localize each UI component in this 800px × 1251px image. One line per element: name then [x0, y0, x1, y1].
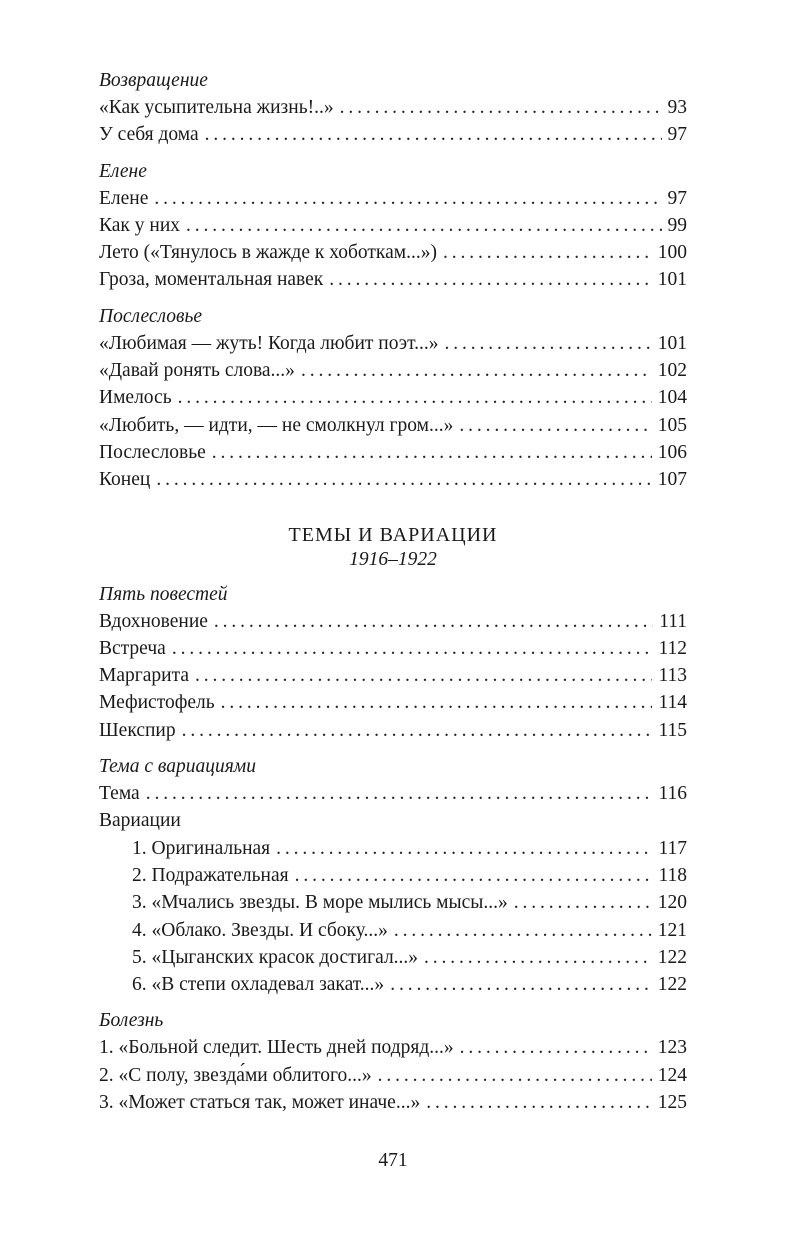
dot-leader [276, 835, 652, 862]
entry-title: Елене [99, 187, 149, 209]
entry-title: 3. «Мчались звезды. В море мылись мысы...» [132, 892, 508, 914]
entry-page: 122 [657, 946, 687, 968]
entry-page: 114 [658, 692, 687, 714]
entry-page: 124 [657, 1064, 687, 1086]
entry-title: Как у них [99, 214, 180, 236]
section-title: ТЕМЫ И ВАРИАЦИИ [288, 523, 498, 546]
entry-title: «Любимая — жуть! Когда любит поэт...» [99, 332, 439, 354]
toc-entry[interactable] [99, 439, 687, 466]
toc-entry[interactable] [99, 384, 687, 411]
toc-entry[interactable] [99, 1089, 687, 1116]
dot-leader [443, 239, 652, 266]
dot-leader [445, 330, 652, 357]
toc-entry[interactable] [99, 1062, 687, 1089]
entry-page: 97 [667, 124, 687, 146]
entry-title: «Как усыпительна жизнь!..» [99, 97, 334, 118]
toc-group [99, 1008, 687, 1116]
group-title: Пять повестей [99, 583, 228, 605]
entry-title: 3. «Может статься так, может иначе...» [99, 1092, 421, 1114]
entry-page: 100 [657, 242, 687, 264]
toc-entry[interactable] [99, 466, 687, 493]
entry-page: 106 [657, 441, 687, 463]
group-title: Тема с вариациями [99, 756, 256, 778]
dot-leader [195, 662, 652, 689]
toc-entry[interactable] [99, 635, 687, 662]
entry-page: 122 [657, 974, 687, 996]
dot-leader [154, 185, 661, 212]
entry-title: Гроза, моментальная навек [99, 269, 324, 291]
entry-title: 1. «Больной следит. Шесть дней подряд...» [99, 1037, 454, 1059]
toc-entry[interactable] [99, 689, 687, 716]
entry-page: 101 [657, 269, 687, 291]
toc-entry[interactable] [99, 835, 687, 862]
section-years: 1916–1922 [349, 548, 437, 570]
toc-entry[interactable] [99, 971, 687, 998]
entry-title: «Любить, — идти, — не смолкнул гром...» [99, 414, 454, 436]
entry-title: 1. Оригинальная [132, 837, 271, 859]
dot-leader [329, 266, 651, 293]
dot-leader [172, 635, 653, 662]
toc-entry[interactable] [99, 121, 687, 148]
entry-page: 102 [657, 360, 687, 382]
group-title: Возвращение [99, 70, 208, 91]
dot-leader [390, 971, 652, 998]
entry-page: 105 [657, 414, 687, 436]
entry-page: 93 [667, 97, 687, 118]
dot-leader [182, 717, 653, 744]
entry-title: Послесловье [99, 441, 206, 463]
toc-entry[interactable] [99, 889, 687, 916]
toc-entry[interactable] [99, 717, 687, 744]
dot-leader [295, 862, 653, 889]
entry-page: 113 [658, 665, 687, 687]
entry-page: 115 [658, 719, 687, 741]
toc-entry[interactable] [99, 330, 687, 357]
toc-entry[interactable] [99, 1034, 687, 1061]
entry-title: У себя дома [99, 124, 199, 146]
toc-entry[interactable] [99, 780, 687, 807]
entry-page: 107 [657, 469, 687, 491]
toc-entry[interactable] [99, 608, 687, 635]
dot-leader [426, 1089, 652, 1116]
toc-entry[interactable] [99, 944, 687, 971]
entry-page: 121 [657, 919, 687, 941]
entry-page: 104 [657, 387, 687, 409]
toc-entry[interactable] [99, 212, 687, 239]
entry-title: Конец [99, 469, 151, 491]
toc-entry[interactable] [99, 185, 687, 212]
toc-group [99, 754, 687, 998]
entry-title: Встреча [99, 637, 166, 659]
entry-page: 116 [658, 783, 687, 805]
entry-page: 117 [658, 837, 687, 859]
dot-leader [514, 889, 652, 916]
dot-leader [221, 689, 653, 716]
dot-leader [214, 608, 653, 635]
dot-leader [424, 944, 652, 971]
toc-entry[interactable] [99, 357, 687, 384]
entry-title: 5. «Цыганских красок достигал...» [132, 946, 419, 968]
dot-leader [459, 412, 651, 439]
entry-page: 120 [657, 892, 687, 914]
dot-leader [178, 384, 652, 411]
dot-leader [212, 439, 652, 466]
dot-leader [378, 1062, 652, 1089]
entry-title: Шекспир [99, 719, 176, 741]
entry-page: 111 [659, 610, 687, 632]
toc-group [99, 159, 687, 294]
dot-leader [186, 212, 662, 239]
entry-title: 2. «С полу, звезда́ми облитого...» [99, 1064, 372, 1086]
toc-entry[interactable] [99, 94, 687, 121]
toc-entry[interactable] [99, 239, 687, 266]
entry-title: Тема [99, 783, 140, 805]
toc-group [99, 582, 687, 744]
entry-page: 101 [657, 332, 687, 354]
dot-leader [340, 94, 662, 121]
toc-entry[interactable] [99, 862, 687, 889]
dot-leader [301, 357, 652, 384]
toc-entry[interactable] [99, 662, 687, 689]
toc-entry[interactable] [99, 917, 687, 944]
toc-group [99, 304, 687, 494]
entry-page: 118 [658, 864, 687, 886]
dot-leader [394, 917, 652, 944]
entry-title: 2. Подражательная [132, 864, 289, 886]
entry-page: 112 [658, 637, 687, 659]
toc-group [99, 68, 687, 149]
group-title: Елене [99, 160, 147, 182]
entry-page: 123 [657, 1037, 687, 1059]
entry-page: 99 [667, 214, 687, 236]
table-of-contents [99, 68, 687, 1126]
entry-title: 4. «Облако. Звезды. И сбоку...» [132, 919, 388, 941]
entry-page: 125 [657, 1092, 687, 1114]
entry-title: Маргарита [99, 665, 189, 687]
entry-title: Имелось [99, 387, 172, 409]
toc-entry[interactable] [99, 412, 687, 439]
entry-title: 6. «В степи охладевал закат...» [132, 974, 385, 996]
group-title: Болезнь [99, 1010, 164, 1032]
entry-title: Вдохновение [99, 610, 208, 632]
dot-leader [205, 121, 662, 148]
group-title: Послесловье [99, 305, 203, 327]
entry-title: «Давай ронять слова...» [99, 360, 295, 382]
dot-leader [146, 780, 653, 807]
variations-label: Вариации [99, 810, 181, 832]
page-number: 471 [378, 1150, 408, 1171]
toc-entry[interactable] [99, 266, 687, 293]
dot-leader [156, 466, 651, 493]
section-heading [99, 522, 687, 572]
dot-leader [460, 1034, 652, 1061]
entry-page: 97 [667, 187, 687, 209]
entry-title: Лето («Тянулось в жажде к хоботкам...») [99, 242, 437, 264]
entry-title: Мефистофель [99, 692, 215, 714]
